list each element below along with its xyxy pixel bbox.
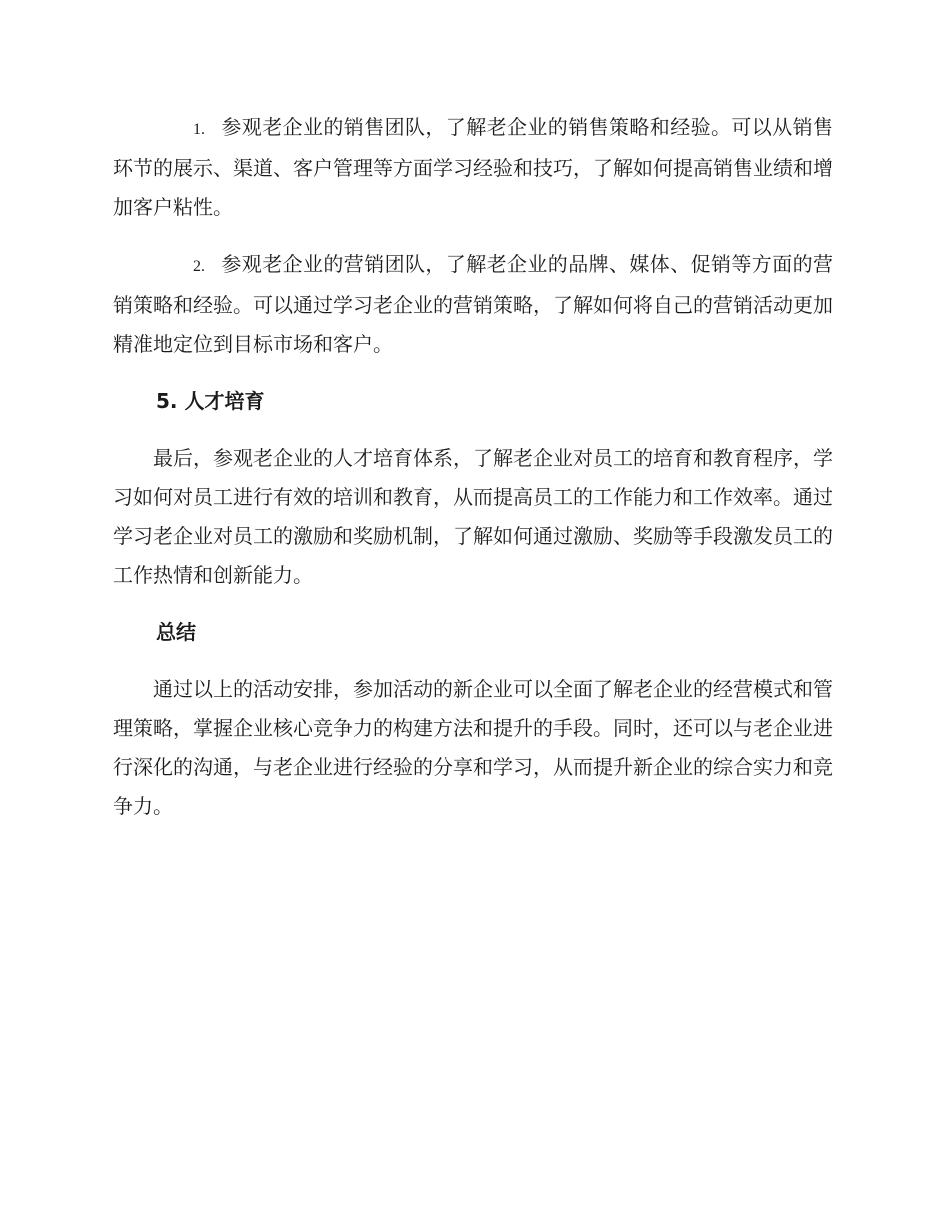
- section-heading-summary: 总结: [156, 620, 196, 644]
- list-number: 2.: [193, 258, 205, 275]
- section-heading-talent: 5. 人才培育: [156, 389, 265, 413]
- list-item-text: 参观老企业的销售团队，了解老企业的销售策略和经验。可以从销售环节的展示、渠道、客户管理等方面学习经验和技巧，了解如何提高销售业绩和增加客户粘性。: [113, 115, 833, 219]
- list-item-2: [113, 245, 833, 364]
- list-number: 1.: [193, 121, 205, 138]
- document-body: [113, 108, 833, 844]
- list-item-text: 参观老企业的营销团队，了解老企业的品牌、媒体、促销等方面的营销策略和经验。可以通过学习老企业的营销策略，了解如何将自己的营销活动更加精准地定位到目标市场和客户。: [113, 252, 833, 356]
- list-item-1: [113, 108, 833, 227]
- section-paragraph-talent: 最后，参观老企业的人才培育体系，了解老企业对员工的培育和教育程序，学习如何对员工进行有效的培训和教育，从而提高员工的工作能力和工作效率。通过学习老企业对员工的激励和奖励机制，了解如何通过激励、奖励等手段激发员工的工作热情和创新能力。: [113, 446, 833, 587]
- section-paragraph-summary: 通过以上的活动安排，参加活动的新企业可以全面了解老企业的经营模式和管理策略，掌握企业核心竞争力的构建方法和提升的手段。同时，还可以与老企业进行深化的沟通，与老企业进行经验的分享和学习，从而提升新企业的综合实力和竞争力。: [113, 677, 833, 818]
